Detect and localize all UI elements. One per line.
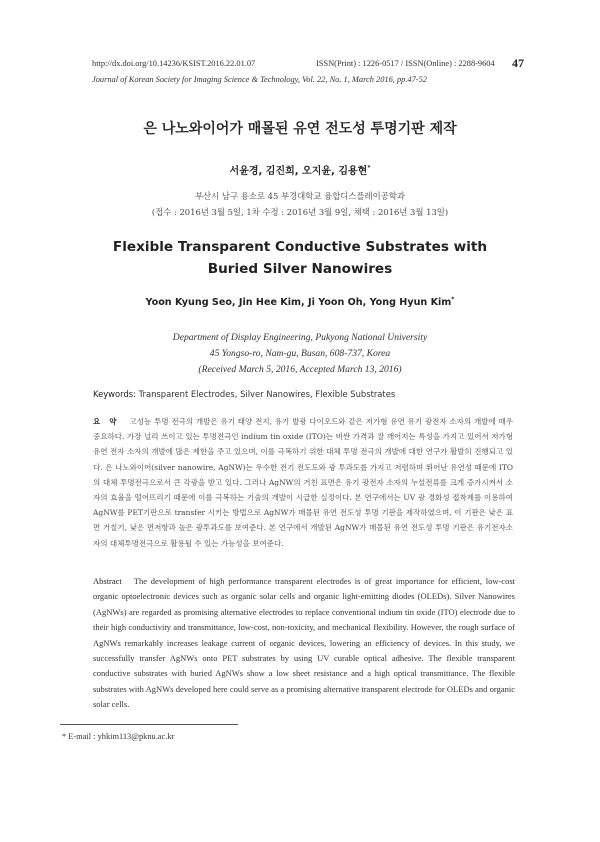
korean-dates: (접수 : 2016년 3월 5일, 1차 수정 : 2016년 3월 9일, 채택 : 2016년 3월 13일) xyxy=(151,207,449,217)
affiliation-address: 45 Yongso-ro, Nam-gu, Busan, 608-737, Korea xyxy=(209,348,391,359)
english-abstract-label: Abstract xyxy=(93,576,122,586)
page-number: 47 xyxy=(512,56,524,70)
korean-author-names: 서윤경, 김진희, 오지윤, 김용현 xyxy=(229,166,368,177)
korean-title: 은 나노와이어가 매몰된 유연 전도성 투명기판 제작 xyxy=(143,121,457,137)
english-abstract xyxy=(93,574,515,713)
english-author-names: Yoon Kyung Seo, Jin Hee Kim, Ji Yoon Oh, Yong Hyun Kim xyxy=(145,297,452,309)
english-affiliation xyxy=(0,330,600,378)
doi-link[interactable]: http://dx.doi.org/10.14236/KSIST.2016.22.01.07 xyxy=(92,59,256,68)
footnote-email: * E-mail : yhkim113@pknu.ac.kr xyxy=(62,732,175,741)
header-doi-line xyxy=(92,59,532,68)
keywords xyxy=(93,389,513,399)
korean-affiliation: 부산시 남구 용소로 45 부경대학교 융합디스플레이공학과 xyxy=(194,191,406,201)
korean-abstract-label: 요 약 xyxy=(93,417,120,426)
korean-authors xyxy=(0,162,600,177)
issn-text: ISSN(Print) : 1226-0517 / ISSN(Online) : 2288-9604 xyxy=(316,59,495,68)
korean-abstract-text: 고성능 투명 전극의 개발은 유기 태양 전지, 유기 발광 다이오드와 같은 저가형 유연 유기 광전자 소자의 개발에 매우 중요하다. 가장 널리 쓰이고 있는 투명전극인 indium tin oxide (ITO)는 비싼 가격과 잘 깨어지는 특성을 가지고 있어서 저가형 유연 전자 소자의 개발에 많은 제한을 주고 있으며, 이를 극복하기 위한 대체 투명 전극의 개발에 대한 연구가 활발히 진행되고 있다. 은 나노와이어(silver nanowire, AgNW)는 우수한 전기 전도도와 광 투과도를 가지고 저렴하며 뛰어난 유연성 때문에 ITO의 대체 투명전극으로서 큰 각광을 받고 있다. 그러나 AgNW의 거친 표면은 유기 광전자 소자의 누설전류를 크게 증가시켜서 소자의 효율을 떨어뜨리기 때문에 이를 극복하는 기술의 개발이 시급한 실정이다. 본 연구에서는 UV 광 경화성 접착제를 이용하여 AgNW를 PET기판으로 transfer 시키는 방법으로 AgNW가 매몰된 유연 전도성 투명 기판을 제작하였으며, 이 기판은 낮은 표면 거칠기, 낮은 면저항과 높은 광투과도를 보여준다. 본 연구에서 개발된 AgNW가 매몰된 유연 전도성 투명 기판은 유기전자소자의 대체투명전극으로 활용될 수 있는 가능성을 보여준다. xyxy=(93,417,513,548)
keywords-label: Keywords: xyxy=(93,389,136,399)
english-title: Flexible Transparent Conductive Substrates with Buried Silver Nanowires xyxy=(112,239,488,277)
affiliation-department: Department of Display Engineering, Pukyong National University xyxy=(172,332,428,343)
corresponding-author-mark: * xyxy=(367,164,371,172)
korean-abstract xyxy=(93,414,513,551)
english-authors xyxy=(0,296,600,308)
keywords-text: Transparent Electrodes, Silver Nanowires, Flexible Substrates xyxy=(138,389,396,399)
journal-citation: Journal of Korean Society for Imaging Science & Technology, Vol. 22, No. 1, March 2016, pp.47-52 xyxy=(92,75,427,84)
english-abstract-text: The development of high performance transparent electrodes is of great importance for efficient, low-cost organic optoelectronic devices such as organic solar cells and organic light-emitting diodes (OLEDs). Silver Nanowires (AgNWs) are regarded as promising alternative electrodes to replace conventional indium tin oxide (ITO) electrode due to their high conductivity and transmittance, low-cost, non-toxicity, and mechanical flexibility. However, the rough surface of AgNWs remarkably increases leakage current of organic devices, lowering an efficiency of devices. In this study, we successfully transfer AgNWs onto PET substrates by using UV curable optical adhesive. The flexible transparent conductive substrates with buried AgNWs show a low sheet resistance and a high optical transmittance. The flexible substrates with AgNWs developed here could serve as a promising alternative transparent electrode for OLEDs and organic solar cells. xyxy=(93,576,515,710)
footnote-rule xyxy=(60,724,238,725)
english-corresponding-mark: * xyxy=(451,296,455,303)
received-dates: (Received March 5, 2016, Accepted March 13, 2016) xyxy=(198,364,402,375)
